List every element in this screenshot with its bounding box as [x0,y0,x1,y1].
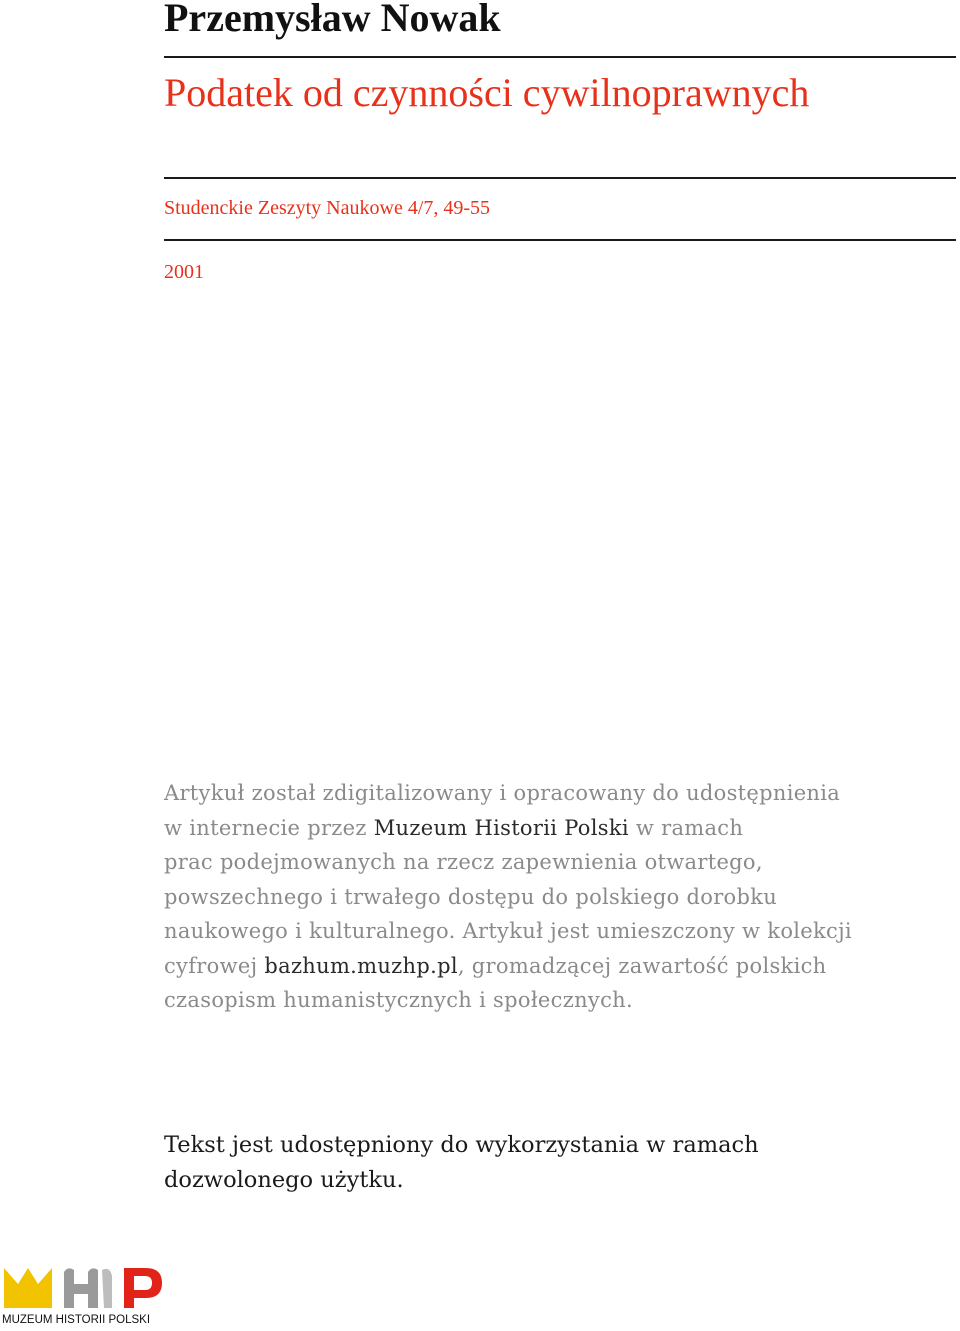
journal-citation: Studenckie Zeszyty Naukowe 4/7, 49-55 [164,197,491,219]
publication-year: 2001 [164,261,204,283]
digitization-notice [164,776,944,1018]
notice-line: naukowego i kulturalnego. Artykuł jest umieszczony w kolekcji [164,919,852,943]
notice-line: powszechnego i trwałego dostępu do polskiego dorobku [164,884,778,909]
logo-h-shape [64,1268,98,1308]
logo-p-shape [124,1268,162,1308]
notice-line [164,811,944,846]
mhp-logo-mark [2,1262,167,1312]
license-notice [164,1128,924,1198]
title-divider [164,177,956,179]
museum-logo [2,1262,167,1331]
notice-text: w ramach [628,815,744,840]
logo-m-shape [4,1268,52,1308]
notice-text: w internecie przez [164,815,374,840]
notice-line: czasopism humanistycznych i społecznych. [164,988,633,1012]
notice-line [164,949,944,984]
notice-text: , gromadzącej zawartość polskich [457,953,827,978]
logo-caption: MUZEUM HISTORII POLSKI [2,1314,151,1326]
license-line: Tekst jest udostępniony do wykorzystania w ramach [164,1132,759,1158]
museum-name: Muzeum Historii Polski [373,815,629,840]
author-name: Przemysław Nowak [164,0,501,40]
repository-link[interactable]: bazhum.muzhp.pl [264,953,458,978]
citation-divider [164,239,956,241]
logo-h-accent [102,1269,112,1308]
notice-line: prac podejmowanych na rzecz zapewnienia otwartego, [164,850,763,874]
article-title: Podatek od czynności cywilnoprawnych [164,70,810,115]
top-divider [164,56,956,58]
notice-text: cyfrowej [164,953,265,978]
notice-line: Artykuł został zdigitalizowany i opracowany do udostępnienia [164,781,841,805]
license-line: dozwolonego użytku. [164,1167,404,1193]
